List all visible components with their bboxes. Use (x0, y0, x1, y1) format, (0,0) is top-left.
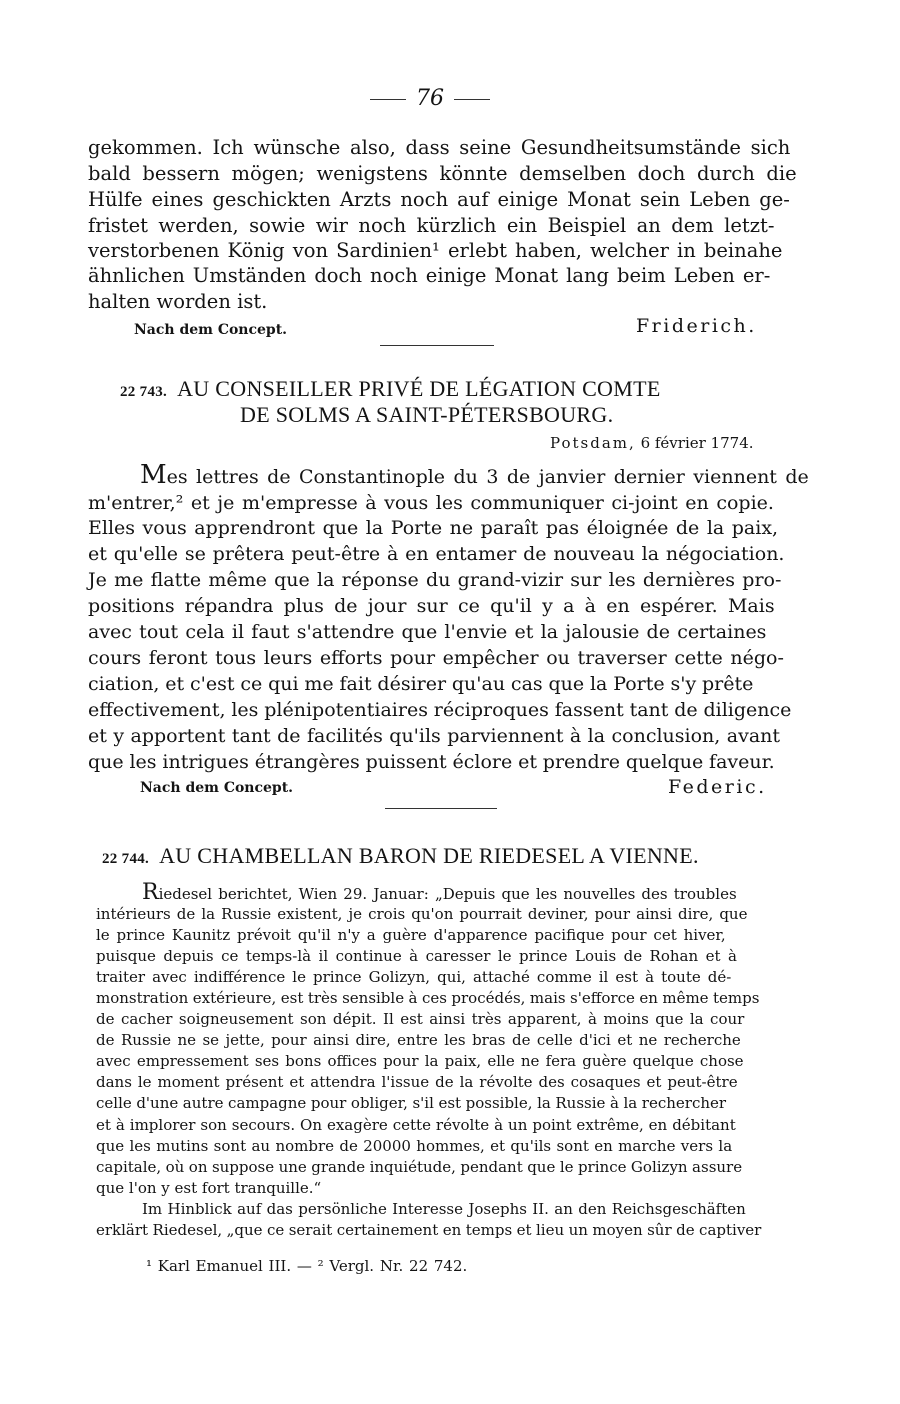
source-note: Nach dem Concept. (134, 322, 288, 338)
text-line: que l'on y est fort tranquille.“ (96, 1179, 322, 1197)
letter-number: 22 744. (102, 851, 150, 867)
text-line: celle d'une autre campagne pour obliger, s'il est possible, la Russie à la rechercher (96, 1094, 727, 1112)
text-line: traiter avec indifférence le prince Golizyn, qui, attaché comme il est à toute dé- (96, 968, 732, 986)
text-line: erklärt Riedesel, „que ce serait certainement en temps et lieu un moyen sûr de captiver (96, 1221, 762, 1239)
page-number-text: 76 (416, 86, 444, 111)
heading-line-1: AU CONSEILLER PRIVÉ DE LÉGATION COMTE (177, 376, 661, 401)
text-line: cours feront tous leurs efforts pour empêcher ou traverser cette négo- (88, 647, 784, 669)
dateline-date: 6 février 1774. (640, 434, 754, 452)
letter-number: 22 743. (120, 384, 168, 400)
text-line: Hülfe eines geschickten Arzts noch auf einige Monat sein Leben ge- (88, 188, 790, 211)
text-line: effectivement, les plénipotentiaires réciproques fassent tant de diligence (88, 699, 792, 721)
text-line: capitale, où on suppose une grande inquiétude, pendant que le prince Golizyn assure (96, 1158, 743, 1176)
text-line: dans le moment présent et attendra l'issue de la révolte des cosaques et peut-être (96, 1073, 738, 1091)
text-line: verstorbenen König von Sardinien¹ erlebt haben, welcher in beinahe (88, 239, 783, 262)
text-line: et y apportent tant de facilités qu'ils parviennent à la conclusion, avant (88, 725, 781, 747)
section-divider (385, 808, 497, 809)
text-line: ähnlichen Umständen doch noch einige Monat lang beim Leben er- (88, 264, 771, 287)
text-line: avec tout cela il faut s'attendre que l'envie et la jalousie de certaines (88, 621, 767, 643)
text-line: que les intrigues étrangères puissent éclore et prendre quelque faveur. (88, 751, 775, 773)
text-line-first (140, 460, 809, 490)
source-note: Nach dem Concept. (140, 780, 294, 796)
signature: Federic. (668, 776, 767, 798)
text-line: de Russie ne se jette, pour ainsi dire, entre les bras de celle d'ici et ne recherche (96, 1031, 741, 1049)
initial-letter: R (142, 880, 159, 905)
text-line: puisque depuis ce temps-là il continue à caresser le prince Louis de Rohan et à (96, 947, 737, 965)
text-line: fristet werden, sowie wir noch kürzlich ein Beispiel an dem letzt- (88, 214, 775, 237)
text-line: que les mutins sont au nombre de 20000 hommes, et qu'ils sont en marche vers la (96, 1137, 733, 1155)
text-line: de cacher soigneusement son dépit. Il est ainsi très apparent, à moins que la cour (96, 1010, 745, 1028)
text-line: avec empressement ses bons offices pour la paix, elle ne fera guère quelque chose (96, 1052, 744, 1070)
text-line: Im Hinblick auf das persönliche Interesse Josephs II. an den Reichsgeschäften (142, 1200, 746, 1218)
text-line: m'entrer,² et je m'empresse à vous les communiquer ci-joint en copie. (88, 492, 774, 514)
text-line: monstration extérieure, est très sensible à ces procédés, mais s'efforce en même temps (96, 989, 760, 1007)
first-line-text: es lettres de Constantinople du 3 de janvier dernier viennent de (166, 466, 809, 488)
dateline (550, 434, 754, 452)
text-line: bald bessern mögen; wenigstens könnte demselben doch durch die (88, 162, 797, 185)
text-line: halten worden ist. (88, 290, 268, 313)
footnotes: ¹ Karl Emanuel III. — ² Vergl. Nr. 22 742. (146, 1257, 468, 1275)
text-line: intérieurs de la Russie existent, je crois qu'on pourrait deviner, pour ainsi dire, que (96, 905, 748, 923)
text-line-first (142, 880, 737, 905)
page-number-dash-right (454, 99, 490, 100)
text-line: ciation, et c'est ce qui me fait désirer qu'au cas que la Porte s'y prête (88, 673, 754, 695)
letter-heading (102, 843, 699, 869)
dateline-place: Potsdam, (550, 434, 636, 452)
section-divider (380, 345, 494, 346)
first-line-text: iedesel berichtet, Wien 29. Januar: „Depuis que les nouvelles des troubles (158, 885, 737, 903)
text-line: Elles vous apprendront que la Porte ne paraît pas éloignée de la paix, (88, 517, 779, 539)
page-number-dash-left (370, 99, 406, 100)
text-line: et qu'elle se prêtera peut-être à en entamer de nouveau la négociation. (88, 543, 785, 565)
heading-line-2: DE SOLMS A SAINT-PÉTERSBOURG. (240, 402, 614, 427)
page-number (360, 86, 500, 111)
signature: Friderich. (636, 315, 757, 337)
text-line: gekommen. Ich wünsche also, dass seine Gesundheitsumstände sich (88, 136, 791, 159)
text-line: le prince Kaunitz prévoit qu'il n'y a guère d'apparence pacifique pour cet hiver, (96, 926, 726, 944)
letter-heading (120, 376, 661, 402)
text-line: Je me flatte même que la réponse du grand-vizir sur les dernières pro- (88, 569, 782, 591)
text-line: et à implorer son secours. On exagère cette révolte à un point extrême, en débitant (96, 1116, 736, 1134)
initial-letter: M (140, 460, 167, 490)
heading-text: AU CHAMBELLAN BARON DE RIEDESEL A VIENNE. (159, 843, 699, 868)
text-line: positions répandra plus de jour sur ce qu'il y a à en espérer. Mais (88, 595, 775, 617)
